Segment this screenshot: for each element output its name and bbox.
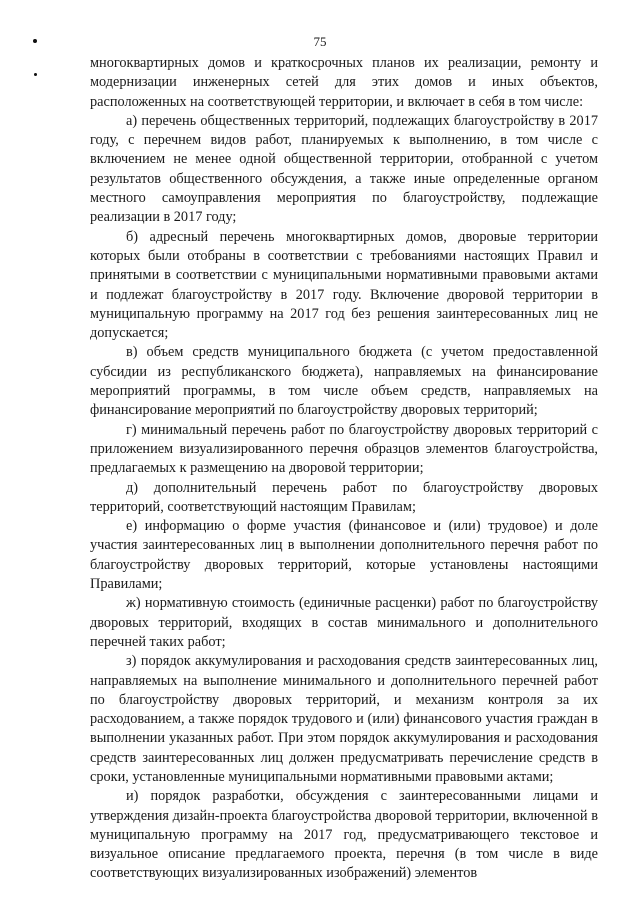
- paragraph-item-a: а) перечень общественных территорий, подлежащих благоустройству в 2017 году, с перечнем видов работ, планируемых к выполнению, в том числе с включением не менее одной общественной территории, отобранной с учетом результатов общественного обсуждения, а также иные определенные органом местного самоуправления мероприятия по благоустройству, подлежащие реализации в 2017 году;: [90, 112, 598, 226]
- paragraph-item-v: в) объем средств муниципального бюджета (с учетом предоставленной субсидии из республиканского бюджета), направляемых на финансирование мероприятий программы, в том числе объем средств, направляемых на финансирование мероприятий по благоустройству дворовых территорий;: [90, 344, 598, 419]
- paragraph-item-d: д) дополнительный перечень работ по благоустройству дворовых территорий, соответствующий настоящим Правилам;: [90, 479, 598, 515]
- paragraph-item-i: и) порядок разработки, обсуждения с заинтересованными лицами и утверждения дизайн-проекта благоустройства дворовой территории, включенной в муниципальную программу на 2017 год, предусматривающего текстовое и визуальное описание предлагаемого проекта, перечня (в том числе в виде соответствующих визуализированных изображений) элементов: [90, 788, 598, 882]
- paragraph-item-e: е) информацию о форме участия (финансовое и (или) трудовое) и доле участия заинтересованных лиц в выполнении дополнительного перечня работ по благоустройству дворовых территорий, которые установлены настоящими Правилами;: [90, 518, 598, 593]
- paragraph-item-z: з) порядок аккумулирования и расходования средств заинтересованных лиц, направляемых на выполнение минимального и дополнительного перечней работ по благоустройству дворовых территорий, и механизм контроля за их расходованием, а также порядок трудового и (или) финансового участия граждан в выполнении указанных работ. При этом порядок аккумулирования и расходования средств заинтересованных лиц должен предусматривать перечисление средств в сроки, установленные муниципальными нормативными правовыми актами;: [90, 653, 598, 785]
- paragraph-item-g: г) минимальный перечень работ по благоустройству дворовых территорий с приложением визуализированного перечня образцов элементов благоустройства, предлагаемых к размещению на дворовой территории;: [90, 421, 598, 477]
- paragraph-continuation: многоквартирных домов и краткосрочных планов их реализации, ремонту и модернизации инженерных сетей для этих домов и иных объектов, расположенных на соответствующей территории, и включает в себя в том числе:: [90, 55, 598, 110]
- page-number: 75: [313, 34, 327, 49]
- paragraph-item-b: б) адресный перечень многоквартирных домов, дворовые территории которых были отобраны в соответствии с требованиями настоящих Правил и принятыми в соответствии с муниципальными нормативными правовыми актами и подлежат благоустройству в 2017 году. Включение дворовой территории в муниципальную программу на 2017 год без решения заинтересованных лиц не допускается;: [90, 228, 598, 342]
- margin-dot-mark: [34, 73, 37, 76]
- paragraph-item-zh: ж) нормативную стоимость (единичные расценки) работ по благоустройству дворовых территорий, входящих в состав минимального и дополнительного перечней таких работ;: [90, 595, 598, 650]
- document-body: [90, 54, 598, 884]
